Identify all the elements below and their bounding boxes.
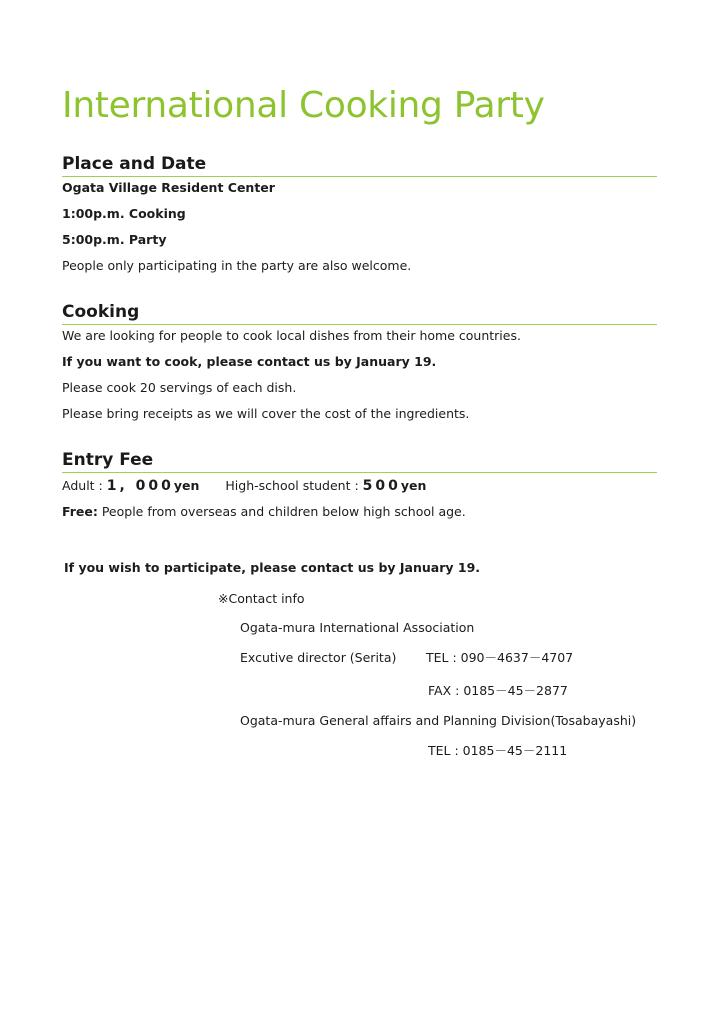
section-heading-entry-fee: Entry Fee [62, 450, 657, 473]
student-fee-amount: 500 [362, 478, 401, 494]
entry-fee-section [62, 450, 657, 520]
contact-division: Ogata-mura General affairs and Planning Division(Tosabayashi) [240, 713, 637, 728]
free-text: People from overseas and children below high school age. [101, 504, 466, 519]
contact-division-tel: TEL : 0185－45－2111 [428, 743, 568, 758]
cooking-deadline: If you want to cook, please contact us by January 19. [62, 354, 437, 369]
free-entry-line [62, 504, 657, 520]
cooking-line-1: We are looking for people to cook local dishes from their home countries. [62, 328, 521, 343]
student-fee-unit: yen [400, 478, 427, 493]
contact-org: Ogata-mura International Association [240, 620, 475, 635]
fee-row [62, 477, 657, 495]
place-and-date-section [62, 154, 657, 274]
party-only-note: People only participating in the party are also welcome. [62, 258, 412, 273]
cooking-time-text: 1:00p.m. Cooking [62, 206, 186, 221]
student-fee-label: High-school student : [225, 478, 359, 493]
section-heading-place-and-date: Place and Date [62, 154, 657, 177]
adult-fee-amount: 1, 000 [106, 478, 174, 494]
free-label: Free: [62, 504, 98, 519]
cooking-section [62, 302, 657, 422]
contact-heading: ※Contact info [218, 591, 305, 606]
venue-text: Ogata Village Resident Center [62, 180, 275, 195]
section-heading-cooking: Cooking [62, 302, 657, 325]
adult-fee-unit: yen [173, 478, 200, 493]
adult-fee-label: Adult : [62, 478, 103, 493]
page-title: International Cooking Party [62, 85, 545, 126]
contact-director-fax: FAX : 0185－45－2877 [428, 683, 568, 698]
party-time-text: 5:00p.m. Party [62, 232, 167, 247]
cooking-servings: Please cook 20 servings of each dish. [62, 380, 297, 395]
cooking-receipts: Please bring receipts as we will cover the cost of the ingredients. [62, 406, 470, 421]
participate-notice: If you wish to participate, please contact us by January 19. [64, 560, 481, 575]
contact-director-tel: TEL : 090－4637－4707 [426, 650, 574, 665]
contact-director: Excutive director (Serita) [240, 650, 397, 665]
